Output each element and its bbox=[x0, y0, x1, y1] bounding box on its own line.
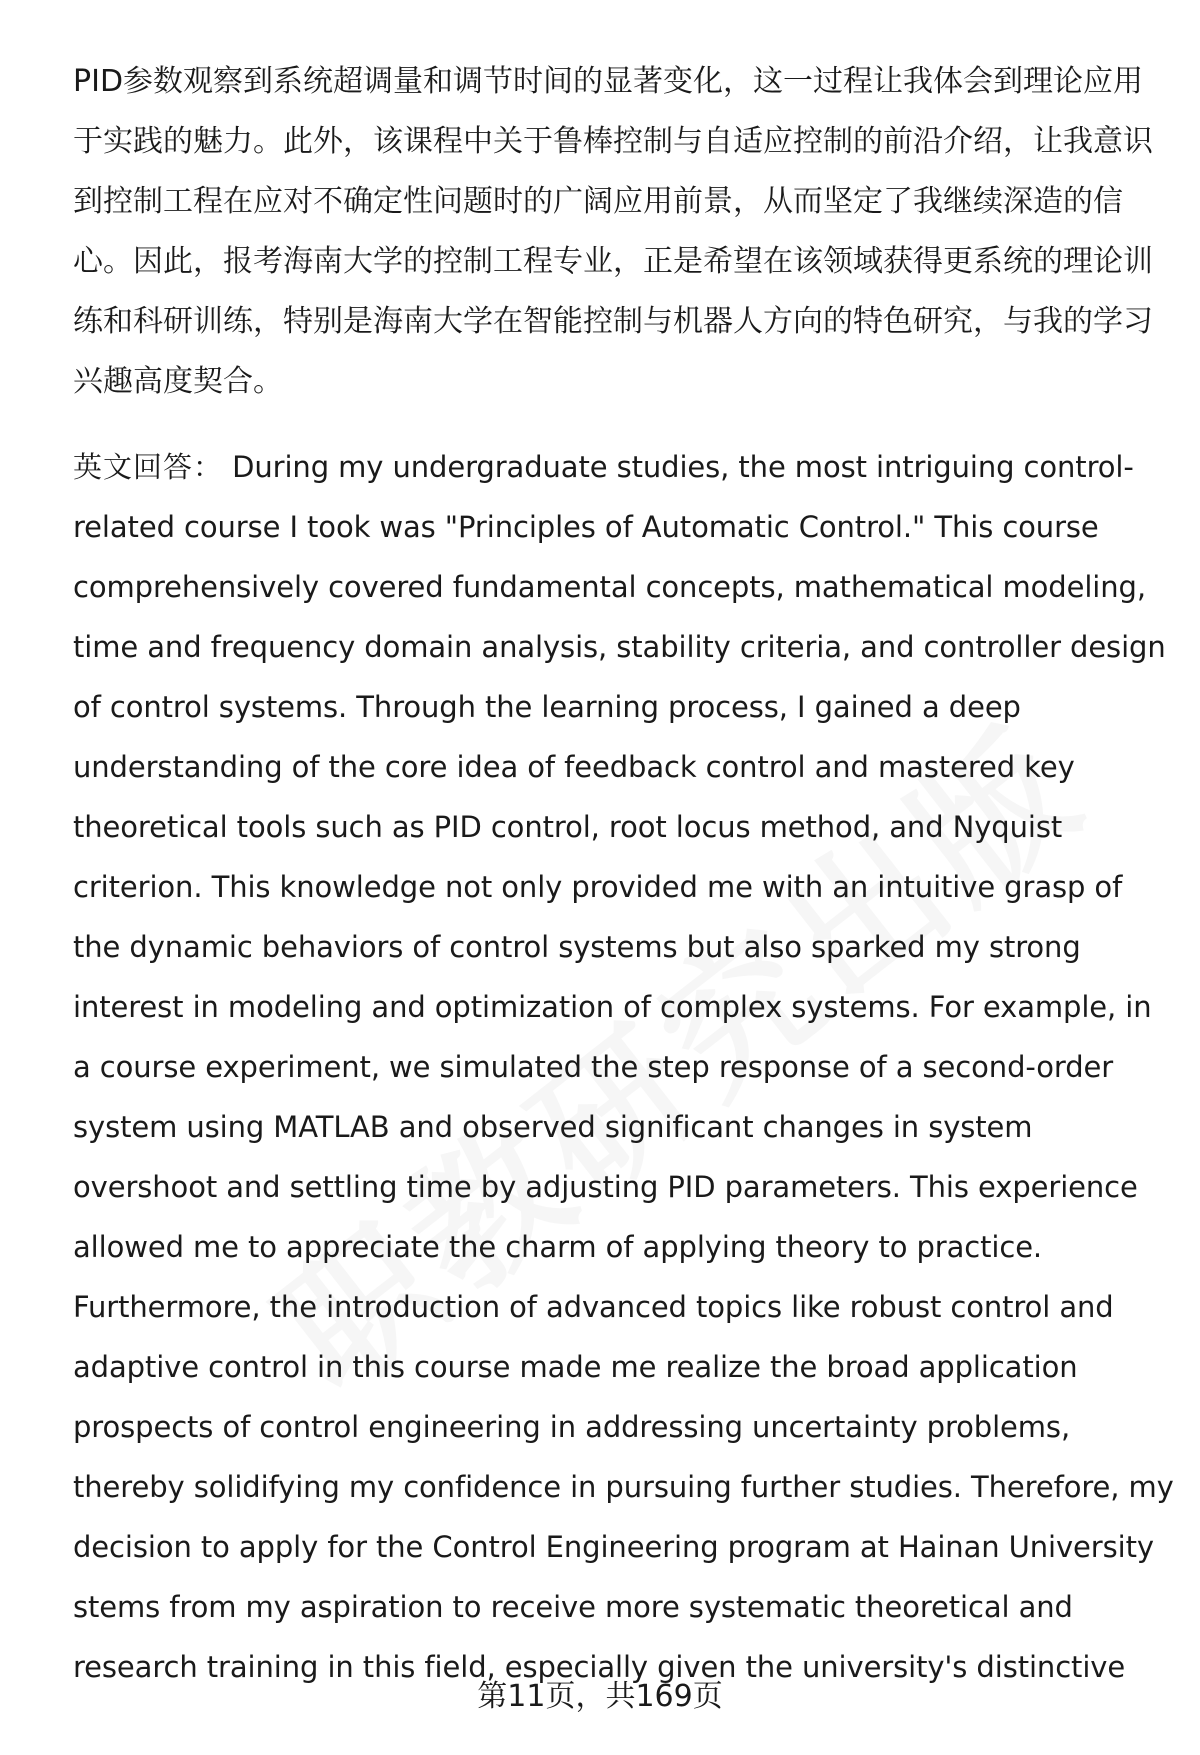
text-line: 心。因此，报考海南大学的控制工程专业，正是希望在该领域获得更系统的理论训 bbox=[73, 244, 1153, 279]
text-line: criterion. This knowledge not only provided me with an intuitive grasp of bbox=[73, 870, 1123, 904]
text-line: understanding of the core idea of feedback control and mastered key bbox=[73, 750, 1075, 784]
text-line: 于实践的魅力。此外，该课程中关于鲁棒控制与自适应控制的前沿介绍，让我意识 bbox=[73, 124, 1153, 159]
text-line: stems from my aspiration to receive more systematic theoretical and bbox=[73, 1590, 1073, 1624]
english-answer-paragraph bbox=[73, 437, 1174, 1697]
text-line: 到控制工程在应对不确定性问题时的广阔应用前景，从而坚定了我继续深造的信 bbox=[73, 184, 1123, 219]
text-line: PID参数观察到系统超调量和调节时间的显著变化，这一过程让我体会到理论应用 bbox=[73, 64, 1144, 99]
text-line: a course experiment, we simulated the step response of a second-order bbox=[73, 1050, 1114, 1084]
chinese-answer-paragraph bbox=[73, 52, 1163, 412]
text-line: the dynamic behaviors of control systems but also sparked my strong bbox=[73, 930, 1081, 964]
text-line: research training in this field, especially given the university's distinctive bbox=[73, 1650, 1126, 1684]
text-line: of control systems. Through the learning process, I gained a deep bbox=[73, 690, 1021, 724]
text-line: time and frequency domain analysis, stability criteria, and controller design bbox=[73, 630, 1166, 664]
text-line: adaptive control in this course made me realize the broad application bbox=[73, 1350, 1078, 1384]
text-line: related course I took was "Principles of Automatic Control." This course bbox=[73, 510, 1099, 544]
text-line: 练和科研训练，特别是海南大学在智能控制与机器人方向的特色研究，与我的学习 bbox=[73, 304, 1153, 339]
english-answer-label: 英文回答： bbox=[73, 450, 224, 484]
text-line: allowed me to appreciate the charm of applying theory to practice. bbox=[73, 1230, 1043, 1264]
text-line: Furthermore, the introduction of advanced topics like robust control and bbox=[73, 1290, 1114, 1324]
text-line: overshoot and settling time by adjusting PID parameters. This experience bbox=[73, 1170, 1138, 1204]
text-line: interest in modeling and optimization of complex systems. For example, in bbox=[73, 990, 1152, 1024]
text-line: theoretical tools such as PID control, root locus method, and Nyquist bbox=[73, 810, 1063, 844]
text-line: decision to apply for the Control Engineering program at Hainan University bbox=[73, 1530, 1154, 1564]
english-first-line-text: During my undergraduate studies, the most intriguing control- bbox=[232, 450, 1134, 484]
text-line: comprehensively covered fundamental concepts, mathematical modeling, bbox=[73, 570, 1146, 604]
text-line: 兴趣高度契合。 bbox=[73, 364, 283, 399]
text-line: system using MATLAB and observed significant changes in system bbox=[73, 1110, 1033, 1144]
text-line-first bbox=[73, 437, 1163, 497]
page-number-footer: 第11页，共169页 bbox=[477, 1679, 723, 1714]
text-line: thereby solidifying my confidence in pursuing further studies. Therefore, my bbox=[73, 1470, 1174, 1504]
text-line: prospects of control engineering in addressing uncertainty problems, bbox=[73, 1410, 1071, 1444]
